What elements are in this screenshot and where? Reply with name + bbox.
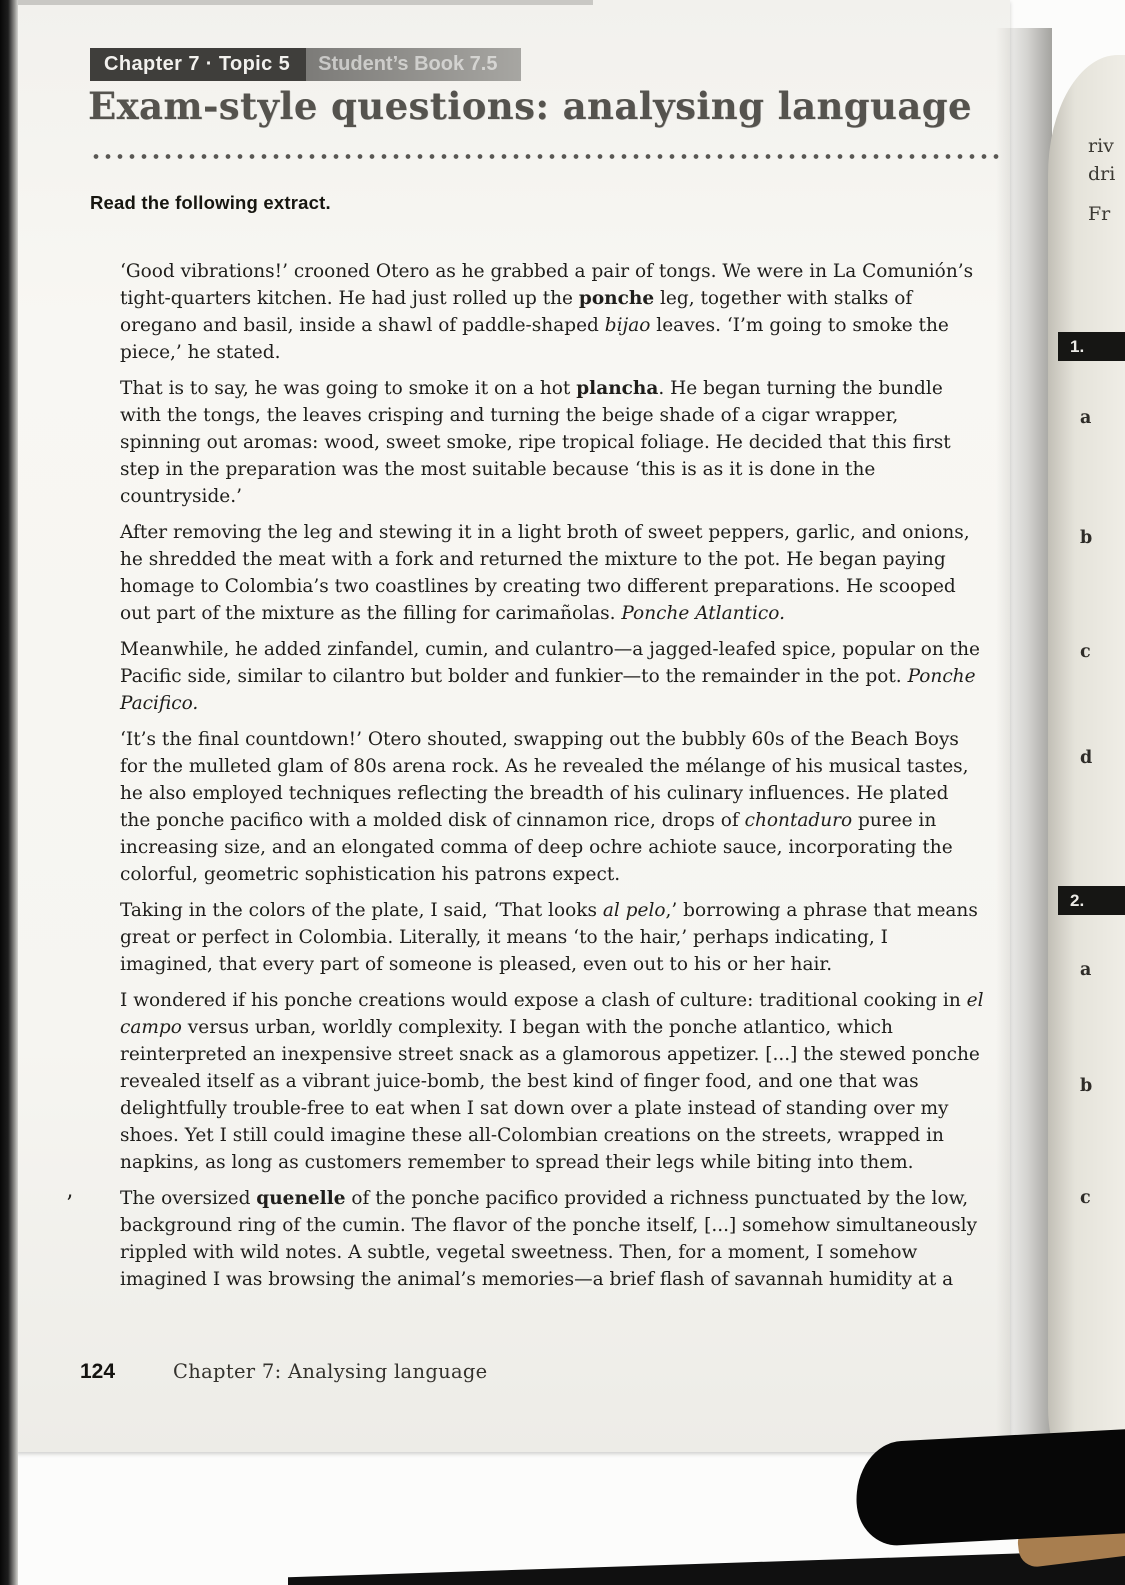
question-letter: b: [1080, 1076, 1093, 1096]
book-page: [16, 0, 1010, 1452]
scan-shadow-bottom: [288, 1550, 1125, 1585]
extract-text: of the ponche pacifico provided a richness punctuated by the low, background ring of the cumin. The flavor of the ponche itself, [...] somehow simultaneously rippled with wild notes. A subtle, vegetal sweetness. Then, for a moment, I somehow imagined I was browsing the animal’s memories—a brief flash of savannah humidity at a: [120, 1188, 978, 1290]
extract-paragraph: [120, 987, 984, 1176]
extract-text: versus urban, worldly complexity. I began with the ponche atlantico, which reinterpreted an inexpensive street snack as a glamorous appetizer. [...] the stewed ponche revealed itself as a vibrant juice-bomb, the best kind of finger food, and one that was delightfully trouble-free to eat when I sat down over a plate instead of standing over my shoes. Yet I still could imagine these all-Colombian creations on the streets, wrapped in napkins, as long as customers remember to spread their legs while biting into them.: [120, 1017, 980, 1173]
extract-text: . He began turning the bundle with the tongs, the leaves crisping and turning the beige shade of a cigar wrapper, spinning out aromas: wood, sweet smoke, ripe tropical foliage. He decided that this first step in the preparation was the most suitable because ‘this is as it is done in the countryside.’: [120, 378, 951, 507]
extract-italic-term: bijao: [604, 315, 651, 336]
extract-bold-term: quenelle: [256, 1188, 346, 1209]
page-gutter-shadow: [996, 28, 1052, 1480]
question-letter: a: [1080, 960, 1092, 980]
footer-chapter-label: Chapter 7: Analysing language: [173, 1360, 488, 1383]
chapter-badge-primary: Chapter 7 · Topic 5: [90, 48, 306, 81]
scan-shadow-corner: [853, 1429, 1125, 1548]
extract-italic-term: el campo: [120, 990, 984, 1038]
extract-text: I wondered if his ponche creations would expose a clash of culture: traditional cooking in: [120, 990, 967, 1011]
chapter-badge: [90, 48, 521, 81]
extract-bold-term: ponche: [578, 288, 655, 309]
extract-paragraph: [120, 1185, 984, 1293]
extract-paragraph: [120, 726, 984, 888]
question-letter: c: [1080, 642, 1091, 662]
chapter-badge-secondary: Student’s Book 7.5: [306, 48, 521, 81]
question-letter: d: [1080, 748, 1093, 768]
question-number-badge: 2.: [1058, 886, 1125, 915]
question-letter: b: [1080, 528, 1093, 548]
extract-paragraph: [120, 636, 984, 717]
extract-bold-term: plancha: [576, 378, 659, 399]
extract-text: Taking in the colors of the plate, I said, ‘That looks: [120, 900, 603, 921]
extract-text: ‘It’s the final countdown!’ Otero shouted, swapping out the bubbly 60s of the Beach Boys for the mulleted glam of 80s arena rock. As he revealed the mélange of his musical tastes, he also employed techniques reflecting the breadth of his culinary influences. He plated the ponche pacifico with a molded disk of cinnamon rice, drops of: [120, 729, 969, 831]
extract-text: After removing the leg and stewing it in a light broth of sweet peppers, garlic, and onions, he shredded the meat with a fork and returned the mixture to the pot. He began paying homage to Colombia’s two coastlines by creating two different preparations. He scooped out part of the mixture as the filling for carimañolas.: [120, 522, 970, 624]
question-letter: c: [1080, 1188, 1091, 1208]
extract-text: leaves. ‘I’m going to smoke the piece,’ he stated.: [120, 315, 949, 363]
next-page-sliver: [1048, 55, 1125, 1487]
extract-body: [120, 258, 984, 1302]
page-footer: [80, 1360, 488, 1384]
next-page-text-fragment: dri: [1088, 163, 1116, 185]
stray-pencil-mark: ’: [66, 1192, 73, 1217]
instruction-text: Read the following extract.: [90, 192, 331, 213]
page-title: Exam-style questions: analysing language: [88, 84, 972, 128]
next-page-text-fragment: Fr: [1088, 203, 1111, 225]
page-number: 124: [80, 1360, 116, 1383]
extract-text: That is to say, he was going to smoke it on a hot: [120, 378, 577, 399]
extract-italic-term: chontaduro: [744, 810, 853, 831]
extract-paragraph: [120, 897, 984, 978]
dotted-divider: [90, 152, 1002, 161]
next-page-text-fragment: riv: [1088, 135, 1114, 157]
extract-text: ‘Good vibrations!’ crooned Otero as he grabbed a pair of tongs. We were in La Comunión’s tight-quarters kitchen. He had just rolled up the: [120, 261, 974, 309]
extract-paragraph: [120, 375, 984, 510]
extract-italic-term: Ponche Pacifico.: [120, 666, 976, 714]
extract-paragraph: [120, 519, 984, 627]
scan-left-edge: [0, 0, 18, 1585]
question-letter: a: [1080, 408, 1092, 428]
question-number-badge: 1.: [1058, 332, 1125, 361]
extract-text: ,’ borrowing a phrase that means great or perfect in Colombia. Literally, it means ‘to the hair,’ perhaps indicating, I imagined, that every part of someone is pleased, even out to his or her hair.: [120, 900, 978, 975]
extract-paragraph: [120, 258, 984, 366]
extract-text: Meanwhile, he added zinfandel, cumin, and culantro—a jagged-leafed spice, popular on the Pacific side, similar to cilantro but bolder and funkier—to the remainder in the pot.: [120, 639, 981, 687]
extract-italic-term: al pelo: [602, 900, 666, 921]
extract-italic-term: Ponche Atlantico.: [621, 603, 785, 624]
extract-text: The oversized: [120, 1188, 257, 1209]
extract-text: leg, together with stalks of oregano and basil, inside a shawl of paddle-shaped: [120, 288, 913, 336]
extract-text: puree in increasing size, and an elongated comma of deep ochre achiote sauce, incorporating the colorful, geometric sophistication his patrons expect.: [120, 810, 953, 885]
